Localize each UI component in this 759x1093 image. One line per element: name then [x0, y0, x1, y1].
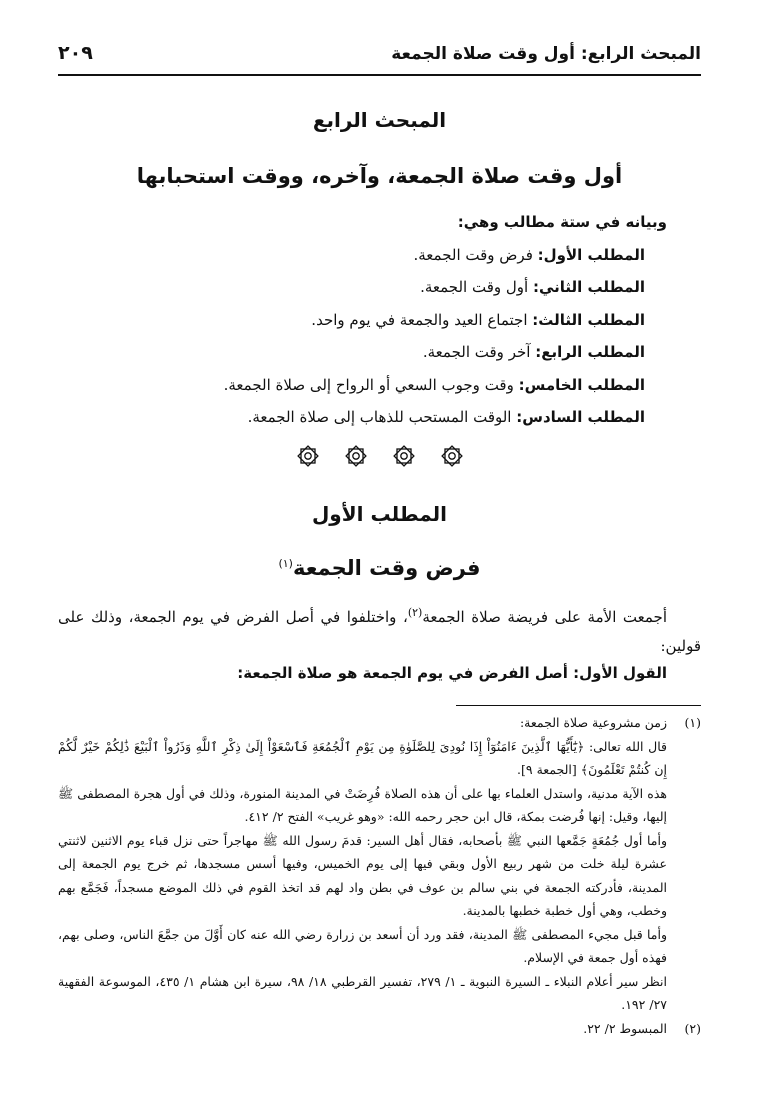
plan-item-label: المطلب الخامس: — [518, 375, 645, 394]
footnote-line: هذه الآية مدنية، واستدل العلماء بها على أن هذه الصلاة فُرِضَتْ في المدينة المنورة، وذلك في أول هجرة المصطفى ﷺ إليها، وقيل: إنها فُرضت بمكة، قال ابن حجر رحمه الله: «وهو غريب» الفتح ٢/ ٤١٢. — [58, 785, 667, 824]
page-number: ٢٠٩ — [58, 42, 93, 64]
footnote-number: (١) — [684, 715, 701, 730]
footnote-1 — [58, 711, 701, 1017]
plan-item-label: المطلب الأول: — [537, 245, 645, 264]
plan-item-label: المطلب الرابع: — [535, 343, 645, 361]
footnote-divider — [456, 705, 701, 706]
subsection-heading: المطلب الأول — [311, 502, 448, 526]
body-paragraph — [58, 598, 701, 661]
plan-item — [58, 239, 701, 272]
footnote-body — [58, 711, 667, 1017]
body-text: ، واختلفوا في أصل الفرض في يوم الجمعة، وذلك على قولين: — [58, 608, 701, 655]
floral-rosette-icon — [441, 445, 463, 467]
footnotes — [58, 711, 701, 1040]
running-header — [58, 40, 701, 76]
plan-item-label: المطلب الثالث: — [532, 310, 645, 329]
footnote-ref[interactable]: (١) — [278, 557, 293, 570]
section-heading: المبحث الرابع — [312, 108, 447, 132]
plan-item-text: أول وقت الجمعة. — [420, 278, 529, 296]
body-text: أجمعت الأمة على فريضة صلاة الجمعة — [422, 608, 667, 626]
plan-item — [58, 336, 701, 369]
plan-item — [58, 401, 701, 434]
footnote-number: (٢) — [684, 1020, 701, 1036]
floral-rosette-icon — [345, 445, 367, 467]
plan-item-text: وقت وجوب السعي أو الرواح إلى صلاة الجمعة. — [223, 375, 514, 394]
plan-item-text: الوقت المستحب للذهاب إلى صلاة الجمعة. — [247, 408, 512, 426]
footnote-line: وأما أول جُمُعَةٍ جَمَّعها النبي ﷺ بأصحابه، فقال أهل السير: قدمَ رسول الله ﷺ مهاجراً حتى نزل قباء يوم الاثنين لاثنتي عشرة ليلة خلت من شهر ربيع الأول وبقي فيها إلى يوم الخميس، وفيها أسس مسجدها، ثم خرج يوم الجمعة إلى المدينة، فأدركته الجمعة في بني سالم بن عوف في بطن واد لهم قد اتخذ القوم في ذلك الموضع مسجداً، فَجَمَّع بهم وخطب، وهي أول خطبة خطبها بالمدينة. — [58, 832, 667, 918]
floral-rosette-icon — [393, 445, 415, 467]
footnote-line: زمن مشروعية صلاة الجمعة: — [519, 715, 667, 730]
plan-item-text: آخر وقت الجمعة. — [422, 343, 531, 361]
plan-item — [58, 271, 701, 304]
plan-item-label: المطلب السادس: — [516, 408, 645, 426]
footnote-line: قال الله تعالى: ﴿يَٰٓأَيُّهَا ٱلَّذِينَ ءَامَنُوٓاْ إِذَا نُودِىَ لِلصَّلَوٰةِ مِن يَوْمِ ٱلْجُمُعَةِ فَٱسْعَوْاْ إِلَىٰ ذِكْرِ ٱللَّهِ وَذَرُواْ ٱلْبَيْعَ ذَٰلِكُمْ خَيْرٌ لَّكُمْ إِن كُنتُمْ تَعْلَمُونَ﴾ [الجمعة ٩]. — [58, 738, 667, 777]
subsection-title: فرض وقت الجمعة — [292, 556, 481, 580]
footnote-line: انظر سير أعلام النبلاء ـ السيرة النبوية ـ ١/ ٢٧٩، تفسير القرطبي ١٨/ ٩٨، سيرة ابن هشام ١/ ٤٣٥، الموسوعة الفقهية ٢٧/ ١٩٢. — [58, 973, 667, 1012]
first-opinion-heading: القول الأول: أصل الفرض في يوم الجمعة هو صلاة الجمعة: — [237, 664, 667, 682]
footnote-2 — [58, 1017, 701, 1041]
plan-item — [58, 304, 701, 337]
section-title: أول وقت صلاة الجمعة، وآخره، ووقت استحبابها — [136, 164, 623, 188]
footnote-line: وأما قبل مجيء المصطفى ﷺ المدينة، فقد ورد أن أسعد بن زرارة رضي الله عنه كان أَوَّلَ من جمَّعَ الناس، وصلى بهم، فهذه أول جمعة في الإسلام. — [58, 926, 667, 965]
plan-item-text: فرض وقت الجمعة. — [413, 245, 533, 264]
plan-item-label: المطلب الثاني: — [532, 278, 645, 296]
subsection-title-wrap — [58, 556, 701, 580]
plan-item — [58, 369, 701, 402]
floral-rosette-icon — [297, 445, 319, 467]
running-header-title: المبحث الرابع: أول وقت صلاة الجمعة — [391, 44, 701, 64]
footnote-body — [58, 1017, 667, 1041]
footnote-line: المبسوط ٢/ ٢٢. — [583, 1020, 667, 1036]
plan-intro: وبيانه في ستة مطالب وهي: — [457, 213, 667, 231]
section-plan — [58, 206, 701, 434]
plan-item-text: اجتماع العيد والجمعة في يوم واحد. — [311, 310, 528, 329]
ornament-divider — [0, 445, 759, 467]
footnote-ref[interactable]: (٢) — [407, 606, 423, 619]
